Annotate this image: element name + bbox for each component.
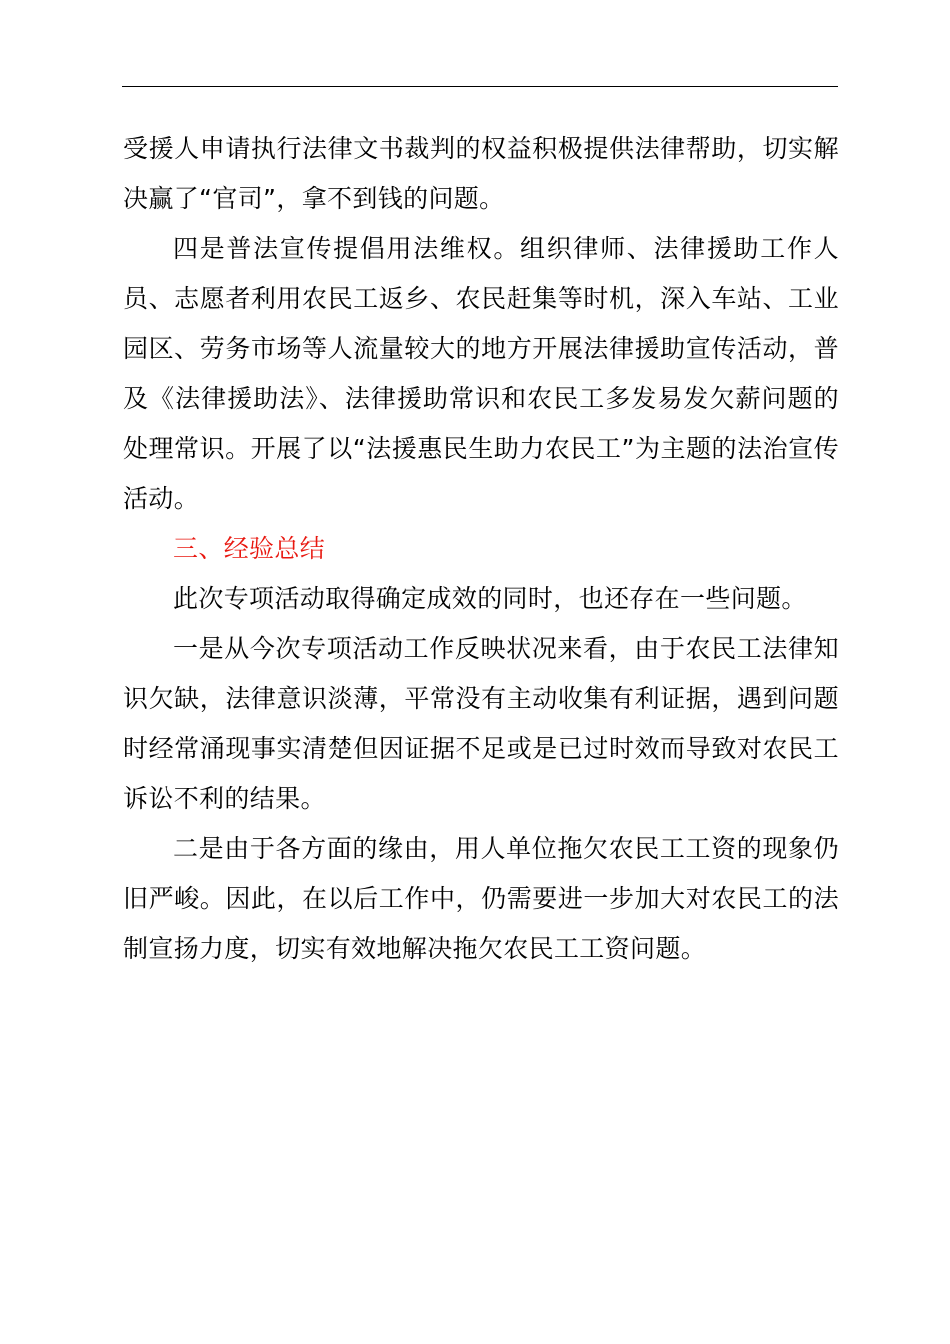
paragraph-continuation: 受援人申请执行法律文书裁判的权益积极提供法律帮助，切实解决赢了“官司”，拿不到钱的问题。 bbox=[123, 134, 839, 213]
paragraph-problem-two: 二是由于各方面的缘由，用人单位拖欠农民工工资的现象仍旧严峻。因此，在以后工作中，仍需要进一步加大对农民工的法制宣扬力度，切实有效地解决拖欠农民工工资问题。 bbox=[123, 834, 839, 963]
section-heading: 三、经验总结 bbox=[173, 534, 326, 563]
document-body bbox=[123, 124, 839, 974]
paragraph-summary-intro: 此次专项活动取得确定成效的同时，也还存在一些问题。 bbox=[173, 584, 807, 613]
header-rule bbox=[122, 86, 838, 87]
paragraph-item-four: 四是普法宣传提倡用法维权。组织律师、法律援助工作人员、志愿者利用农民工返乡、农民赶集等时机，深入车站、工业园区、劳务市场等人流量较大的地方开展法律援助宣传活动，普及《法律援助法》、法律援助常识和农民工多发易发欠薪问题的处理常识。开展了以“法援惠民生助力农民工”为主题的法治宣传活动。 bbox=[123, 234, 839, 513]
paragraph-problem-one: 一是从今次专项活动工作反映状况来看，由于农民工法律知识欠缺，法律意识淡薄，平常没有主动收集有利证据，遇到问题时经常涌现事实清楚但因证据不足或是已过时效而导致对农民工诉讼不利的结果。 bbox=[123, 634, 839, 813]
